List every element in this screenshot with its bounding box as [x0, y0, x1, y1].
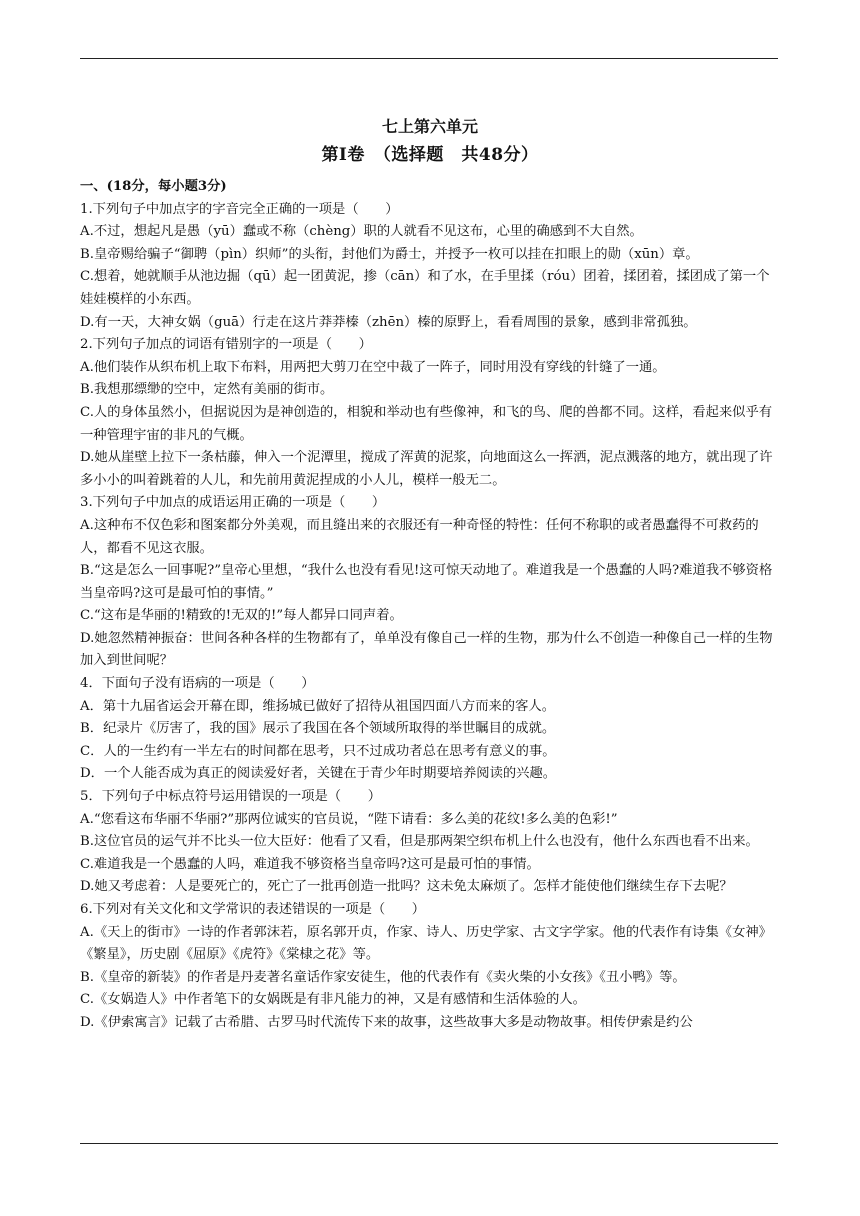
option-d: D.有一天，大神女娲（guā）行走在这片莽莽榛（zhēn）榛的原野上，看看周围的景象，感到非常孤独。 — [80, 314, 697, 330]
option-d: D.《伊索寓言》记载了古希腊、古罗马时代流传下来的故事，这些故事大多是动物故事。相传伊索是约公 — [80, 1014, 693, 1030]
option-b: B．纪录片《厉害了，我的国》展示了我国在各个领域所取得的举世瞩目的成就。 — [80, 721, 556, 737]
option-a: A.这种布不仅色彩和图案都分外美观，而且缝出来的衣服还有一种奇怪的特性：任何不称职的或者愚蠢得不可救药的人，都看不见这衣服。 — [80, 517, 759, 556]
option-b: B.《皇帝的新装》的作者是丹麦著名童话作家安徒生，他的代表作有《卖火柴的小女孩》《丑小鸭》等。 — [80, 969, 686, 985]
option-a: A．第十九届省运会开幕在即，维扬城已做好了招待从祖国四面八方而来的客人。 — [80, 698, 555, 714]
option-a: A.不过，想起凡是愚（yū）蠢或不称（chèng）职的人就看不见这布，心里的确感到不大自然。 — [80, 224, 643, 240]
question-stem: 1.下列句子中加点字的字音完全正确的一项是（ ） — [80, 201, 399, 217]
option-a: A.“您看这布华丽不华丽?”那两位诚实的官员说，“陛下请看：多么美的花纹!多么美的色彩!” — [80, 811, 618, 827]
section-subtitle: 第Ⅰ卷 （选择题 共48分） — [321, 145, 539, 165]
question-6 — [80, 899, 780, 1035]
title-block — [0, 114, 860, 170]
option-c: C.《女娲造人》中作者笔下的女娲既是有非凡能力的神，又是有感情和生活体验的人。 — [80, 992, 586, 1008]
question-stem: 3.下列句子中加点的成语运用正确的一项是（ ） — [80, 495, 386, 511]
question-stem: 2.下列句子加点的词语有错别字的一项是（ ） — [80, 337, 372, 353]
option-c: C．人的一生约有一半左右的时间都在思考，只不过成功者总在思考有意义的事。 — [80, 743, 556, 759]
option-d: D．一个人能否成为真正的阅读爱好者，关键在于青少年时期要培养阅读的兴趣。 — [80, 766, 557, 782]
footer-rule — [80, 1143, 778, 1144]
option-d: D.她又考虑着：人是要死亡的，死亡了一批再创造一批吗？这未免太麻烦了。怎样才能使他们继续生存下去呢？ — [80, 879, 733, 895]
question-content — [80, 176, 780, 1035]
option-c: C.人的身体虽然小，但据说因为是神创造的，相貌和举动也有些像神，和飞的鸟、爬的兽都不同。这样，看起来似乎有一种管理宇宙的非凡的气概。 — [80, 404, 773, 443]
option-b: B.我想那缥缈的空中，定然有美丽的街市。 — [80, 382, 334, 398]
question-stem: 4．下面句子没有语病的一项是（ ） — [80, 676, 315, 692]
option-a: A.《天上的街市》一诗的作者郭沫若，原名郭开贞，作家、诗人、历史学家、古文字学家。他的代表作有诗集《女神》《繁星》，历史剧《屈原》《虎符》《棠棣之花》等。 — [80, 924, 772, 963]
question-5 — [80, 786, 780, 899]
option-c: C.“这布是华丽的!精致的!无双的!”每人都异口同声着。 — [80, 608, 403, 624]
header-rule — [80, 58, 778, 59]
question-stem: 5．下列句子中标点符号运用错误的一项是（ ） — [80, 789, 381, 805]
option-a: A.他们装作从织布机上取下布料，用两把大剪刀在空中裁了一阵子，同时用没有穿线的针缝了一通。 — [80, 359, 666, 375]
option-c: C.难道我是一个愚蠢的人吗，难道我不够资格当皇帝吗?这可是最可怕的事情。 — [80, 856, 540, 872]
option-b: B.皇帝赐给骗子“御聘（pìn）织师”的头衔，封他们为爵士，并授予一枚可以挂在扣眼上的勋（xūn）章。 — [80, 246, 699, 262]
option-b: B.这位官员的运气并不比头一位大臣好：他看了又看，但是那两架空织布机上什么也没有，他什么东西也看不出来。 — [80, 834, 759, 850]
question-3 — [80, 492, 780, 673]
option-d: D.她从崖壁上拉下一条枯藤，伸入一个泥潭里，搅成了浑黄的泥浆，向地面这么一挥洒，泥点溅落的地方，就出现了许多小小的叫着跳着的人儿，和先前用黄泥捏成的小人儿，模样一般无二。 — [80, 450, 773, 488]
page-title: 七上第六单元 — [381, 117, 478, 136]
section-heading: 一、(18分，每小题3分) — [80, 179, 227, 194]
question-1 — [80, 199, 780, 335]
question-4 — [80, 673, 780, 786]
question-stem: 6.下列对有关文化和文学常识的表述错误的一项是（ ） — [80, 902, 426, 917]
question-2 — [80, 334, 780, 492]
option-b: B.“这是怎么一回事呢?”皇帝心里想，“我什么也没有看见!这可惊天动地了。难道我是一个愚蠢的人吗?难道我不够资格当皇帝吗?这可是最可怕的事情。” — [80, 563, 773, 601]
option-c: C.想着，她就顺手从池边掘（qū）起一团黄泥，掺（cān）和了水，在手里揉（róu）团着，揉团着，揉团成了第一个娃娃模样的小东西。 — [80, 269, 770, 307]
option-d: D.她忽然精神振奋：世间各种各样的生物都有了，单单没有像自己一样的生物，那为什么不创造一种像自己一样的生物加入到世间呢？ — [80, 630, 773, 669]
